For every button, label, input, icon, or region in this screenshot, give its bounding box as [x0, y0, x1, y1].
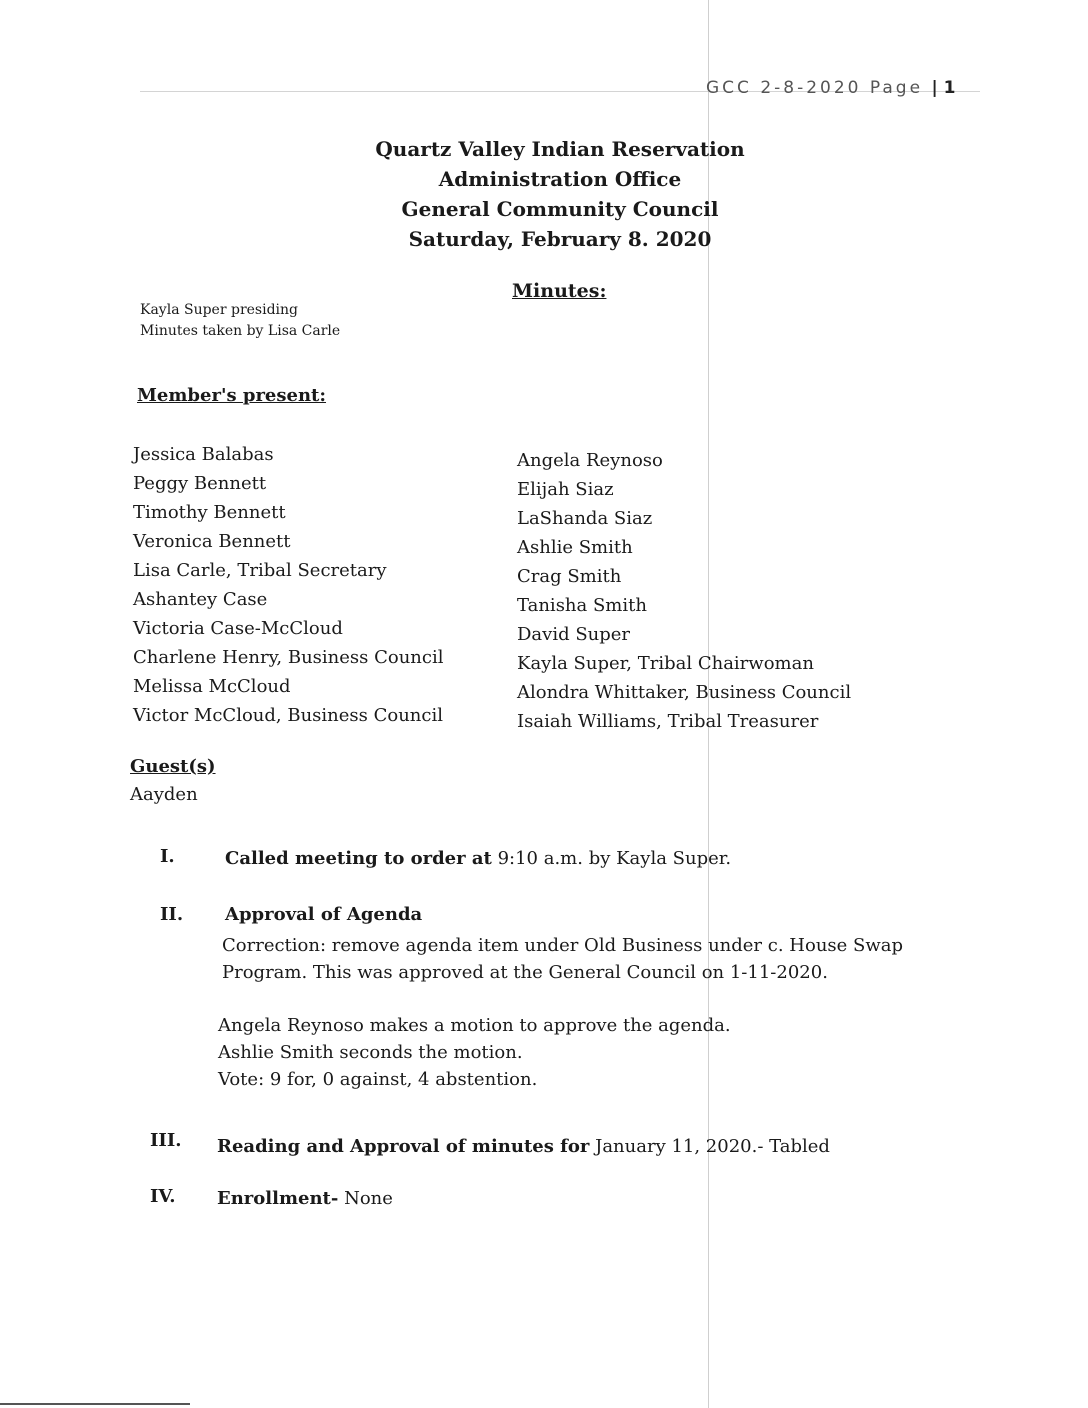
document-title [320, 134, 800, 254]
member-item: Victoria Case-McCloud [133, 618, 343, 639]
member-item: Ashantey Case [133, 589, 268, 610]
agenda-motion [218, 1012, 731, 1093]
body-line: Program. This was approved at the General Council on 1-11-2020. [222, 962, 828, 983]
body-line: Correction: remove agenda item under Old Business under c. House Swap [222, 935, 904, 956]
item-title-bold: Enrollment- [217, 1188, 339, 1209]
item-numeral: II. [160, 904, 184, 925]
vote-line: Vote: 9 for, 0 against, 4 abstention. [218, 1069, 538, 1090]
item-title-bold: Reading and Approval of minutes for [217, 1136, 590, 1157]
member-item: Jessica Balabas [133, 444, 274, 465]
page-header: GCC 2-8-2020 Page | 1 [706, 78, 956, 98]
presiding-line: Kayla Super presiding [140, 302, 299, 318]
member-item: Alondra Whittaker, Business Council [517, 682, 852, 703]
item-title-bold: Approval of Agenda [225, 904, 423, 925]
member-item: Crag Smith [517, 566, 622, 587]
member-item: Victor McCloud, Business Council [133, 705, 443, 726]
member-item: Timothy Bennett [133, 502, 286, 523]
member-item: Tanisha Smith [517, 595, 647, 616]
member-item: Angela Reynoso [517, 450, 663, 471]
agenda-correction [222, 932, 903, 986]
motion-line: Angela Reynoso makes a motion to approve the agenda. [218, 1015, 731, 1036]
title-line-2: Administration Office [438, 167, 682, 191]
member-item: Kayla Super, Tribal Chairwoman [517, 653, 814, 674]
members-list-left [133, 440, 444, 730]
minutes-heading: Minutes: [512, 280, 607, 302]
member-item: Lisa Carle, Tribal Secretary [133, 560, 387, 581]
guests-heading: Guest(s) [130, 756, 216, 777]
member-item: David Super [517, 624, 631, 645]
item-title [225, 848, 731, 869]
member-item: Peggy Bennett [133, 473, 267, 494]
item-title [217, 1188, 393, 1209]
member-item: Charlene Henry, Business Council [133, 647, 444, 668]
page-number: 1 [943, 78, 956, 98]
item-title-rest: 9:10 a.m. by Kayla Super. [491, 848, 732, 869]
item-numeral: III. [150, 1130, 182, 1151]
guest-name: Aayden [130, 784, 198, 805]
presiding-info [140, 300, 340, 342]
item-title [225, 904, 422, 925]
page-header-label: GCC 2-8-2020 Page [706, 78, 924, 98]
member-item: Ashlie Smith [517, 537, 633, 558]
title-line-4: Saturday, February 8. 2020 [408, 227, 712, 251]
item-title [217, 1136, 830, 1157]
title-line-1: Quartz Valley Indian Reservation [375, 137, 745, 161]
item-title-rest: None [338, 1188, 393, 1209]
title-line-3: General Community Council [401, 197, 719, 221]
item-title-bold: Called meeting to order at [225, 848, 492, 869]
minutes-taker-line: Minutes taken by Lisa Carle [140, 323, 341, 339]
members-list-right [517, 446, 851, 736]
members-heading: Member's present: [137, 385, 327, 406]
item-numeral: IV. [150, 1186, 176, 1207]
member-item: Elijah Siaz [517, 479, 614, 500]
item-title-rest: January 11, 2020.- Tabled [589, 1136, 830, 1157]
item-numeral: I. [160, 846, 175, 867]
member-item: LaShanda Siaz [517, 508, 653, 529]
member-item: Isaiah Williams, Tribal Treasurer [517, 711, 819, 732]
seconded-line: Ashlie Smith seconds the motion. [218, 1042, 523, 1063]
member-item: Veronica Bennett [133, 531, 291, 552]
member-item: Melissa McCloud [133, 676, 291, 697]
footer-rule [0, 1403, 190, 1405]
